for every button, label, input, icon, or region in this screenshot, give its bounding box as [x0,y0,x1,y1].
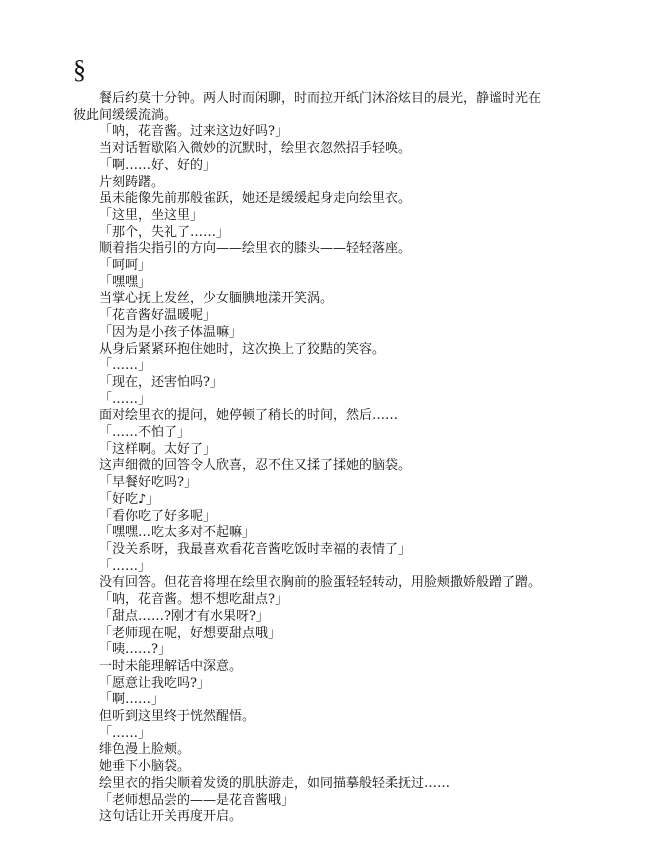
dialogue-line: 「啊……好、好的」 [99,157,217,173]
narration-line: 绯色漫上脸颊。 [99,742,191,758]
body-text [73,91,593,826]
dialogue-line: 「好吃♪」 [99,491,160,507]
dialogue-line: 「……」 [99,391,152,407]
dialogue-line: 「花音酱好温暖呢」 [99,308,217,324]
dialogue-line: 「……」 [99,558,152,574]
dialogue-line: 「甜点……?刚才有水果呀?」 [99,608,269,624]
document-page [73,55,593,826]
narration-line: 没有回答。但花音将埋在绘里衣胸前的脸蛋轻轻转动，用脸颊撒娇般蹭了蹭。 [99,575,542,591]
narration-line: 从身后紧紧环抱住她时，这次换上了狡黠的笑容。 [99,341,386,357]
narration-line: 片刻踌躇。 [99,174,165,190]
dialogue-line: 「因为是小孩子体温嘛」 [99,324,243,340]
narration-line: 但听到这里终于恍然醒悟。 [99,709,256,725]
narration-line: 餐后约莫十分钟。两人时而闲聊，时而拉开纸门沐浴炫目的晨光，静谧时光在 [99,91,542,106]
narration-line: 这句话让开关再度开启。 [99,809,243,825]
section-mark: § [73,55,86,84]
dialogue-line: 「咦……?」 [99,642,171,658]
dialogue-line: 「老师现在呢，好想要甜点哦」 [99,625,282,641]
narration-line: 这声细微的回答令人欣喜，忍不住又揉了揉她的脑袋。 [99,458,412,474]
dialogue-line: 「嘿嘿」 [99,274,152,290]
narration-line: 顺着指尖指引的方向——绘里衣的膝头——轻轻落座。 [99,241,412,257]
dialogue-line: 「这里，坐这里」 [99,207,204,223]
dialogue-line: 「嘿嘿…吃太多对不起嘛」 [99,525,256,541]
narration-line: 绘里衣的指尖顺着发烫的肌肤游走，如同描摹般轻柔抚过…… [99,775,451,791]
dialogue-line: 「早餐好吃吗?」 [99,475,197,491]
narration-line: 她垂下小脑袋。 [99,759,191,775]
dialogue-line: 「呵呵」 [99,258,152,274]
dialogue-line: 「呐，花音酱。过来这边好吗?」 [99,124,288,140]
narration-line: 彼此间缓缓流淌。 [73,107,178,123]
dialogue-line: 「看你吃了好多呢」 [99,508,217,524]
dialogue-line: 「……」 [99,725,152,741]
narration-line: 虽未能像先前那般雀跃，她还是缓缓起身走向绘里衣。 [99,191,412,207]
dialogue-line: 「……」 [99,358,152,374]
dialogue-line: 「啊……」 [99,692,165,708]
dialogue-line: 「呐，花音酱。想不想吃甜点?」 [99,592,288,608]
dialogue-line: 「现在，还害怕吗?」 [99,374,223,390]
narration-line: 当对话暂歇陷入微妙的沉默时，绘里衣忽然招手轻唤。 [99,141,412,157]
dialogue-line: 「没关系呀，我最喜欢看花音酱吃饭时幸福的表情了」 [99,541,412,557]
dialogue-line: 「那个，失礼了……」 [99,224,230,240]
dialogue-line: 「老师想品尝的——是花音酱哦」 [99,792,295,808]
dialogue-line: 「这样啊。太好了」 [99,441,217,457]
dialogue-line: 「愿意让我吃吗?」 [99,675,210,691]
dialogue-line: 「……不怕了」 [99,425,191,441]
narration-line: 一时未能理解话中深意。 [99,658,243,674]
narration-line: 面对绘里衣的提问，她停顿了稍长的时间，然后…… [99,408,399,424]
narration-line: 当掌心抚上发丝，少女腼腆地漾开笑涡。 [99,291,334,307]
